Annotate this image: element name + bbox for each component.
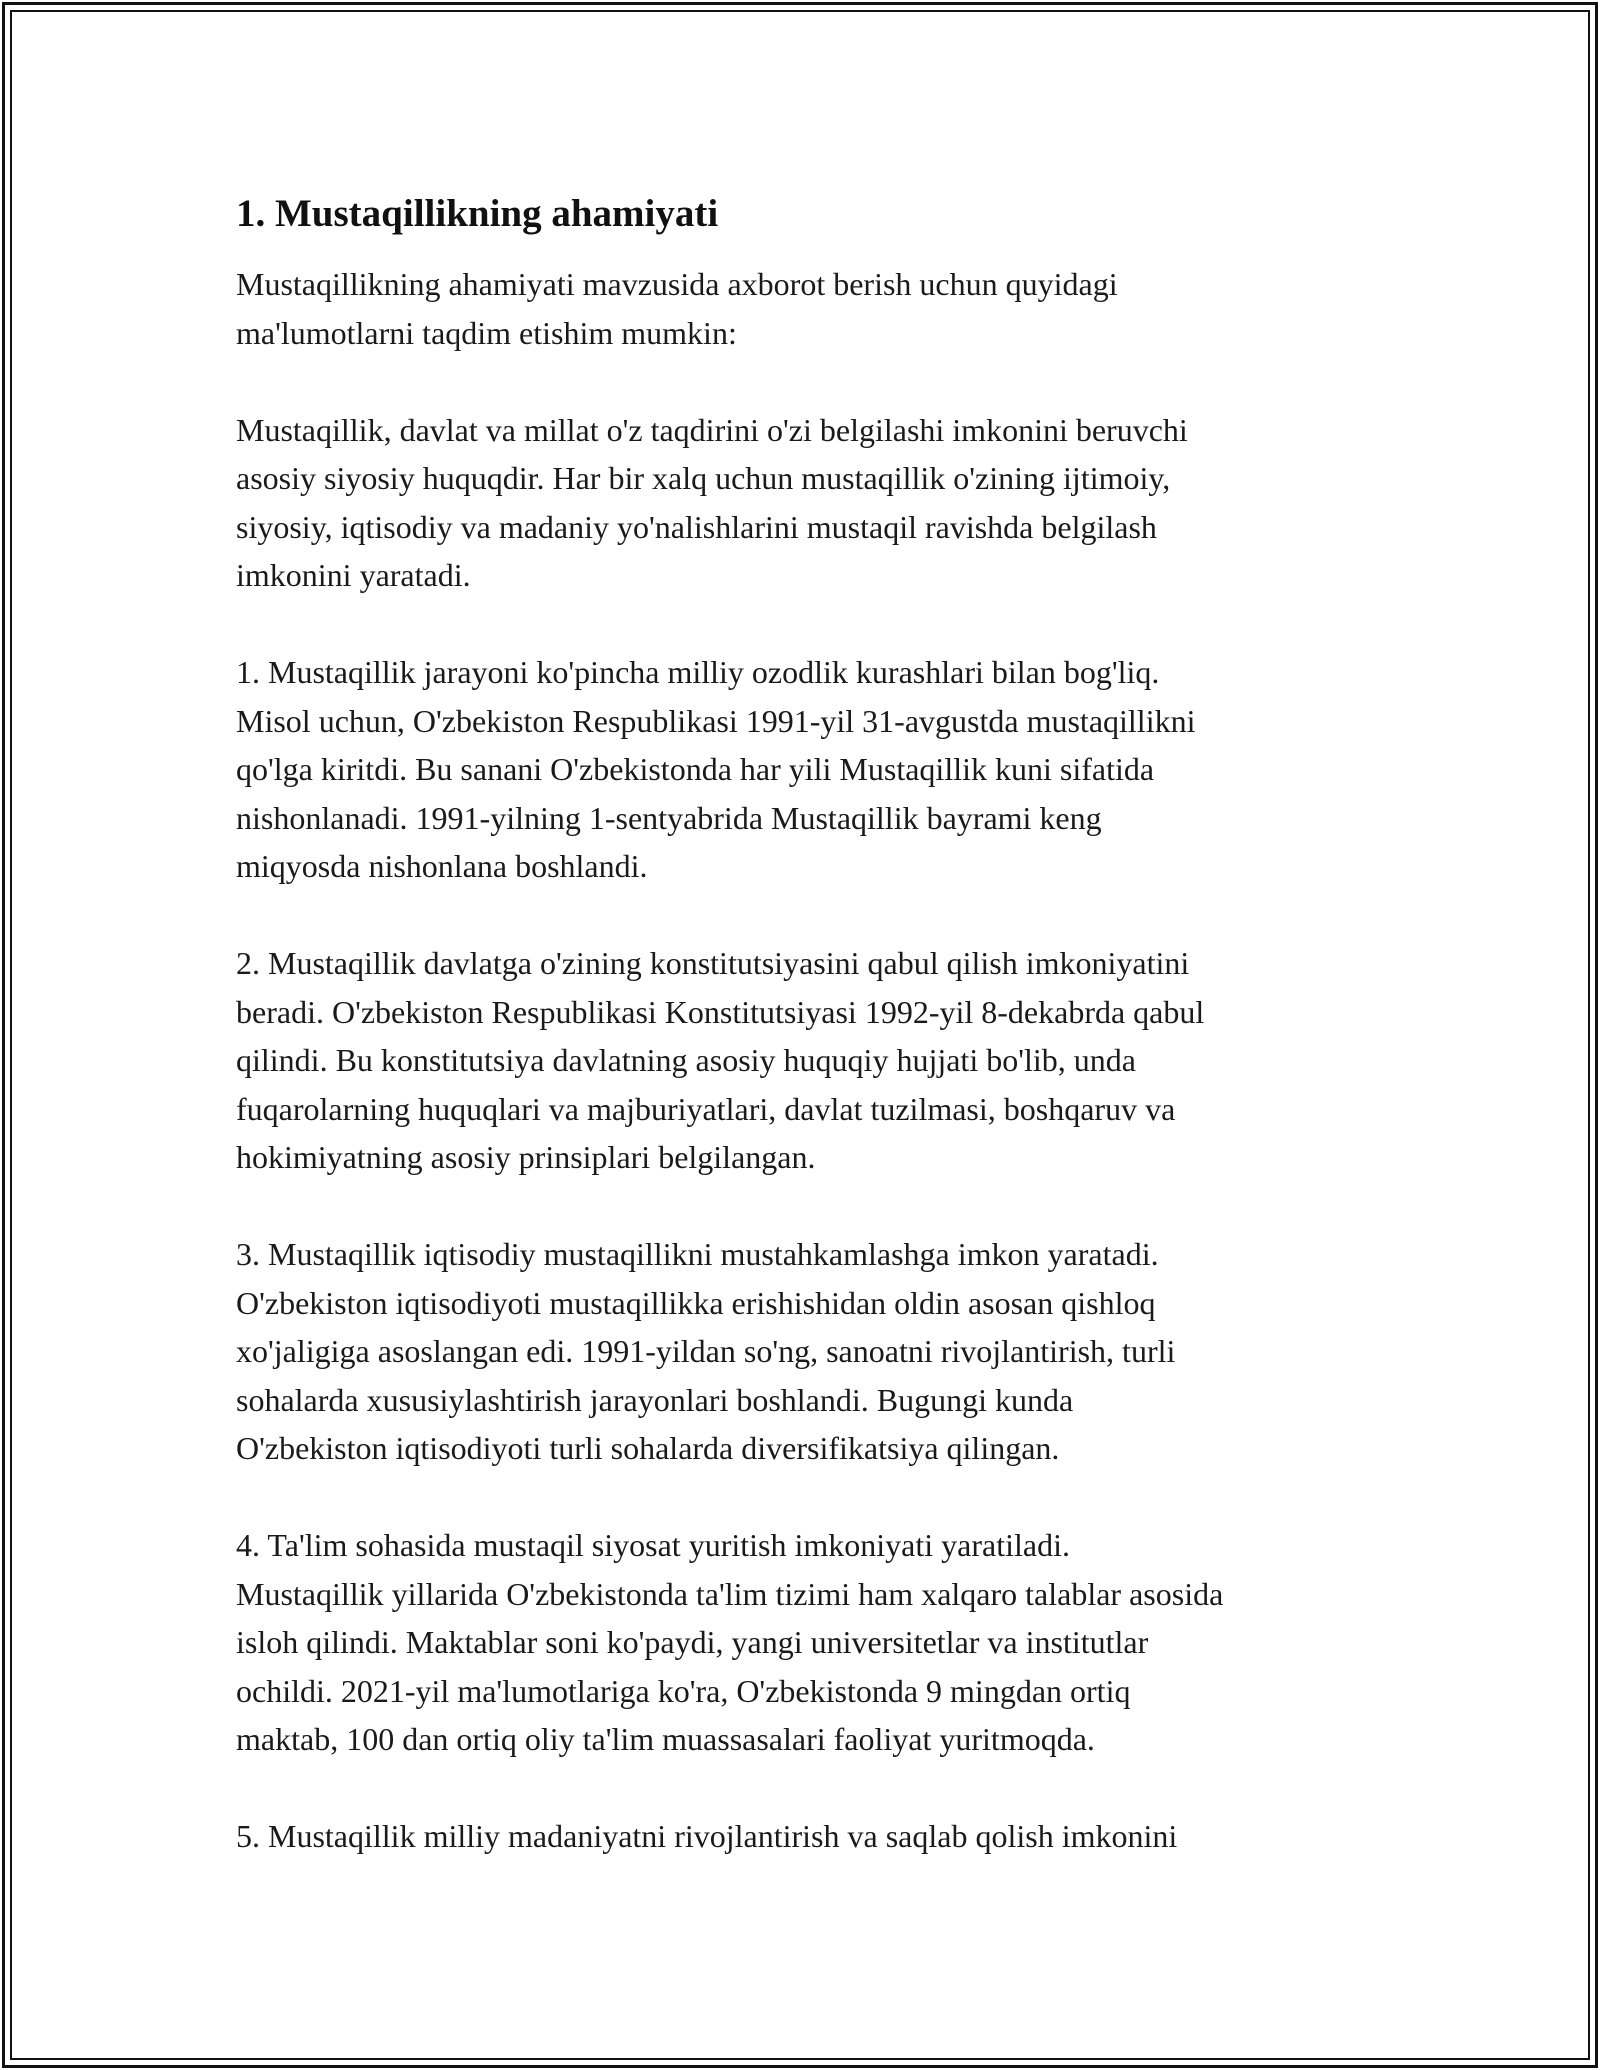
point-1-paragraph: 1. Mustaqillik jarayoni ko'pincha milliy ozodlik kurashlari bilan bog'liq. Misol uchun, O'zbekiston Respublikasi 1991-yil 31-avgustda mustaqillikni qo'lga kiritdi. Bu sanani O'zbekistonda har yili Mustaqillik kuni sifatida nishonlanadi. 1991-yilning 1-sentyabrida Mustaqillik bayrami keng miqyosda nishonlana boshlandi. [236,654,1196,884]
point-2-paragraph: 2. Mustaqillik davlatga o'zining konstitutsiyasini qabul qilish imkoniyatini beradi. O'zbekiston Respublikasi Konstitutsiyasi 1992-yil 8-dekabrda qabul qilindi. Bu konstitutsiya davlatning asosiy huquqiy hujjati bo'lib, unda fuqarolarning huquqlari va majburiyatlari, davlat tuzilmasi, boshqaruv va hokimiyatning asosiy prinsiplari belgilangan. [236,945,1205,1175]
point-5-paragraph: 5. Mustaqillik milliy madaniyatni rivojlantirish va saqlab qolish imkonini [236,1818,1178,1854]
document-body [236,188,1386,1861]
point-4-paragraph: 4. Ta'lim sohasida mustaqil siyosat yuritish imkoniyati yaratiladi. Mustaqillik yillarida O'zbekistonda ta'lim tizimi ham xalqaro talablar asosida isloh qilindi. Maktablar soni ko'paydi, yangi universitetlar va institutlar ochildi. 2021-yil ma'lumotlariga ko'ra, O'zbekistonda 9 mingdan ortiq maktab, 100 dan ortiq oliy ta'lim muassasalari faoliyat yuritmoqda. [236,1527,1224,1757]
intro-paragraph: Mustaqillikning ahamiyati mavzusida axborot berish uchun quyidagi ma'lumotlarni taqdim etishim mumkin: [236,266,1118,351]
section-heading: 1. Mustaqillikning ahamiyati [236,192,719,235]
point-3-paragraph: 3. Mustaqillik iqtisodiy mustaqillikni mustahkamlashga imkon yaratadi. O'zbekiston iqtisodiyoti mustaqillikka erishishidan oldin asosan qishloq xo'jaligiga asoslangan edi. 1991-yildan so'ng, sanoatni rivojlantirish, turli sohalarda xususiylashtirish jarayonlari boshlandi. Bugungi kunda O'zbekiston iqtisodiyoti turli sohalarda diversifikatsiya qilingan. [236,1236,1176,1466]
definition-paragraph: Mustaqillik, davlat va millat o'z taqdirini o'zi belgilashi imkonini beruvchi asosiy siyosiy huquqdir. Har bir xalq uchun mustaqillik o'zining ijtimoiy, siyosiy, iqtisodiy va madaniy yo'nalishlarini mustaqil ravishda belgilash imkonini yaratadi. [236,411,1188,593]
